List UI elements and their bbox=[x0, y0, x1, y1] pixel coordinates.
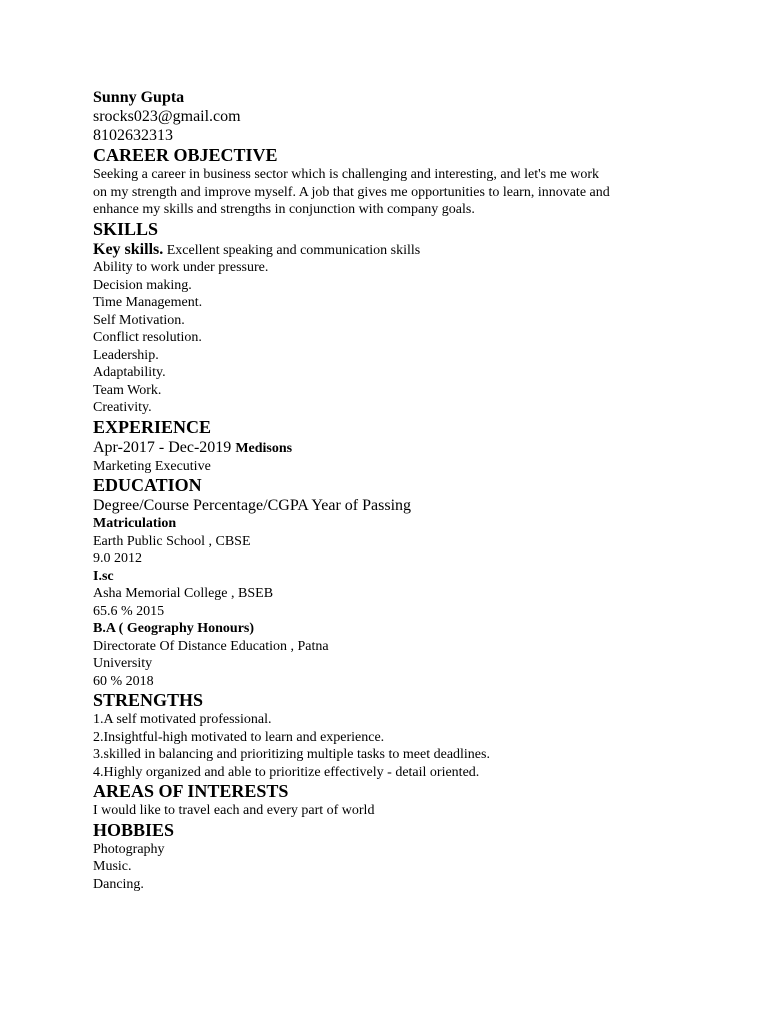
experience-heading: EXPERIENCE bbox=[93, 416, 212, 437]
career-objective-heading: CAREER OBJECTIVE bbox=[93, 145, 278, 165]
skill-item: Adaptability. bbox=[93, 365, 166, 380]
strength-item: 2.Insightful-high motivated to learn and experience. bbox=[93, 729, 385, 745]
hobby-item: Dancing. bbox=[93, 876, 144, 892]
key-skills-text: Excellent speaking and communication skills bbox=[163, 242, 421, 258]
education-institution: Earth Public School , CBSE bbox=[93, 533, 251, 549]
education-columns: Degree/Course Percentage/CGPA Year of Passing bbox=[93, 497, 412, 514]
education-heading: EDUCATION bbox=[93, 475, 202, 495]
education-result: 60 % 2018 bbox=[93, 673, 154, 689]
education-result: 65.6 % 2015 bbox=[93, 603, 165, 619]
hobbies-heading: HOBBIES bbox=[93, 819, 175, 840]
skill-item: Leadership. bbox=[93, 347, 159, 363]
candidate-name: Sunny Gupta bbox=[93, 89, 185, 106]
email-text: srocks023@gmail.com bbox=[93, 108, 241, 125]
interests-heading: AREAS OF INTERESTS bbox=[93, 781, 289, 801]
strength-item: 1.A self motivated professional. bbox=[93, 712, 272, 727]
education-degree: I.sc bbox=[93, 568, 114, 584]
resume-document bbox=[93, 88, 693, 893]
key-skills-label: Key skills. bbox=[93, 240, 164, 258]
education-institution-continued: University bbox=[93, 656, 153, 671]
skills-heading: SKILLS bbox=[93, 218, 159, 239]
phone-text: 8102632313 bbox=[93, 127, 173, 144]
experience-company: Medisons bbox=[235, 440, 293, 456]
hobby-item: Music. bbox=[93, 859, 132, 874]
skill-item: Time Management. bbox=[93, 295, 203, 310]
interests-text: I would like to travel each and every part of world bbox=[93, 803, 375, 818]
education-degree: Matriculation bbox=[93, 516, 177, 531]
education-degree: B.A ( Geography Honours) bbox=[93, 621, 255, 636]
skill-item: Creativity. bbox=[93, 400, 152, 415]
experience-role: Marketing Executive bbox=[93, 458, 211, 474]
strength-item: 4.Highly organized and able to prioritize effectively - detail oriented. bbox=[93, 764, 480, 780]
strength-item: 3.skilled in balancing and prioritizing multiple tasks to meet deadlines. bbox=[93, 747, 490, 762]
education-institution: Directorate Of Distance Education , Patna bbox=[93, 638, 329, 654]
strengths-heading: STRENGTHS bbox=[93, 690, 204, 710]
skill-item: Ability to work under pressure. bbox=[93, 260, 269, 275]
career-objective-line: on my strength and improve myself. A job that gives me opportunities to learn, innovate and bbox=[93, 184, 610, 200]
skill-item: Team Work. bbox=[93, 382, 162, 398]
career-objective-line: enhance my skills and strengths in conjunction with company goals. bbox=[93, 202, 475, 217]
experience-period: Apr-2017 - Dec-2019 bbox=[93, 438, 232, 456]
skill-item: Decision making. bbox=[93, 277, 192, 293]
education-result: 9.0 2012 bbox=[93, 551, 142, 566]
experience-period-line bbox=[93, 438, 693, 458]
education-institution: Asha Memorial College , BSEB bbox=[93, 586, 274, 601]
key-skills-line bbox=[93, 240, 693, 260]
hobby-item: Photography bbox=[93, 841, 165, 857]
career-objective-line: Seeking a career in business sector which is challenging and interesting, and let's me work bbox=[93, 167, 599, 182]
skill-item: Self Motivation. bbox=[93, 312, 185, 328]
skill-item: Conflict resolution. bbox=[93, 330, 202, 345]
